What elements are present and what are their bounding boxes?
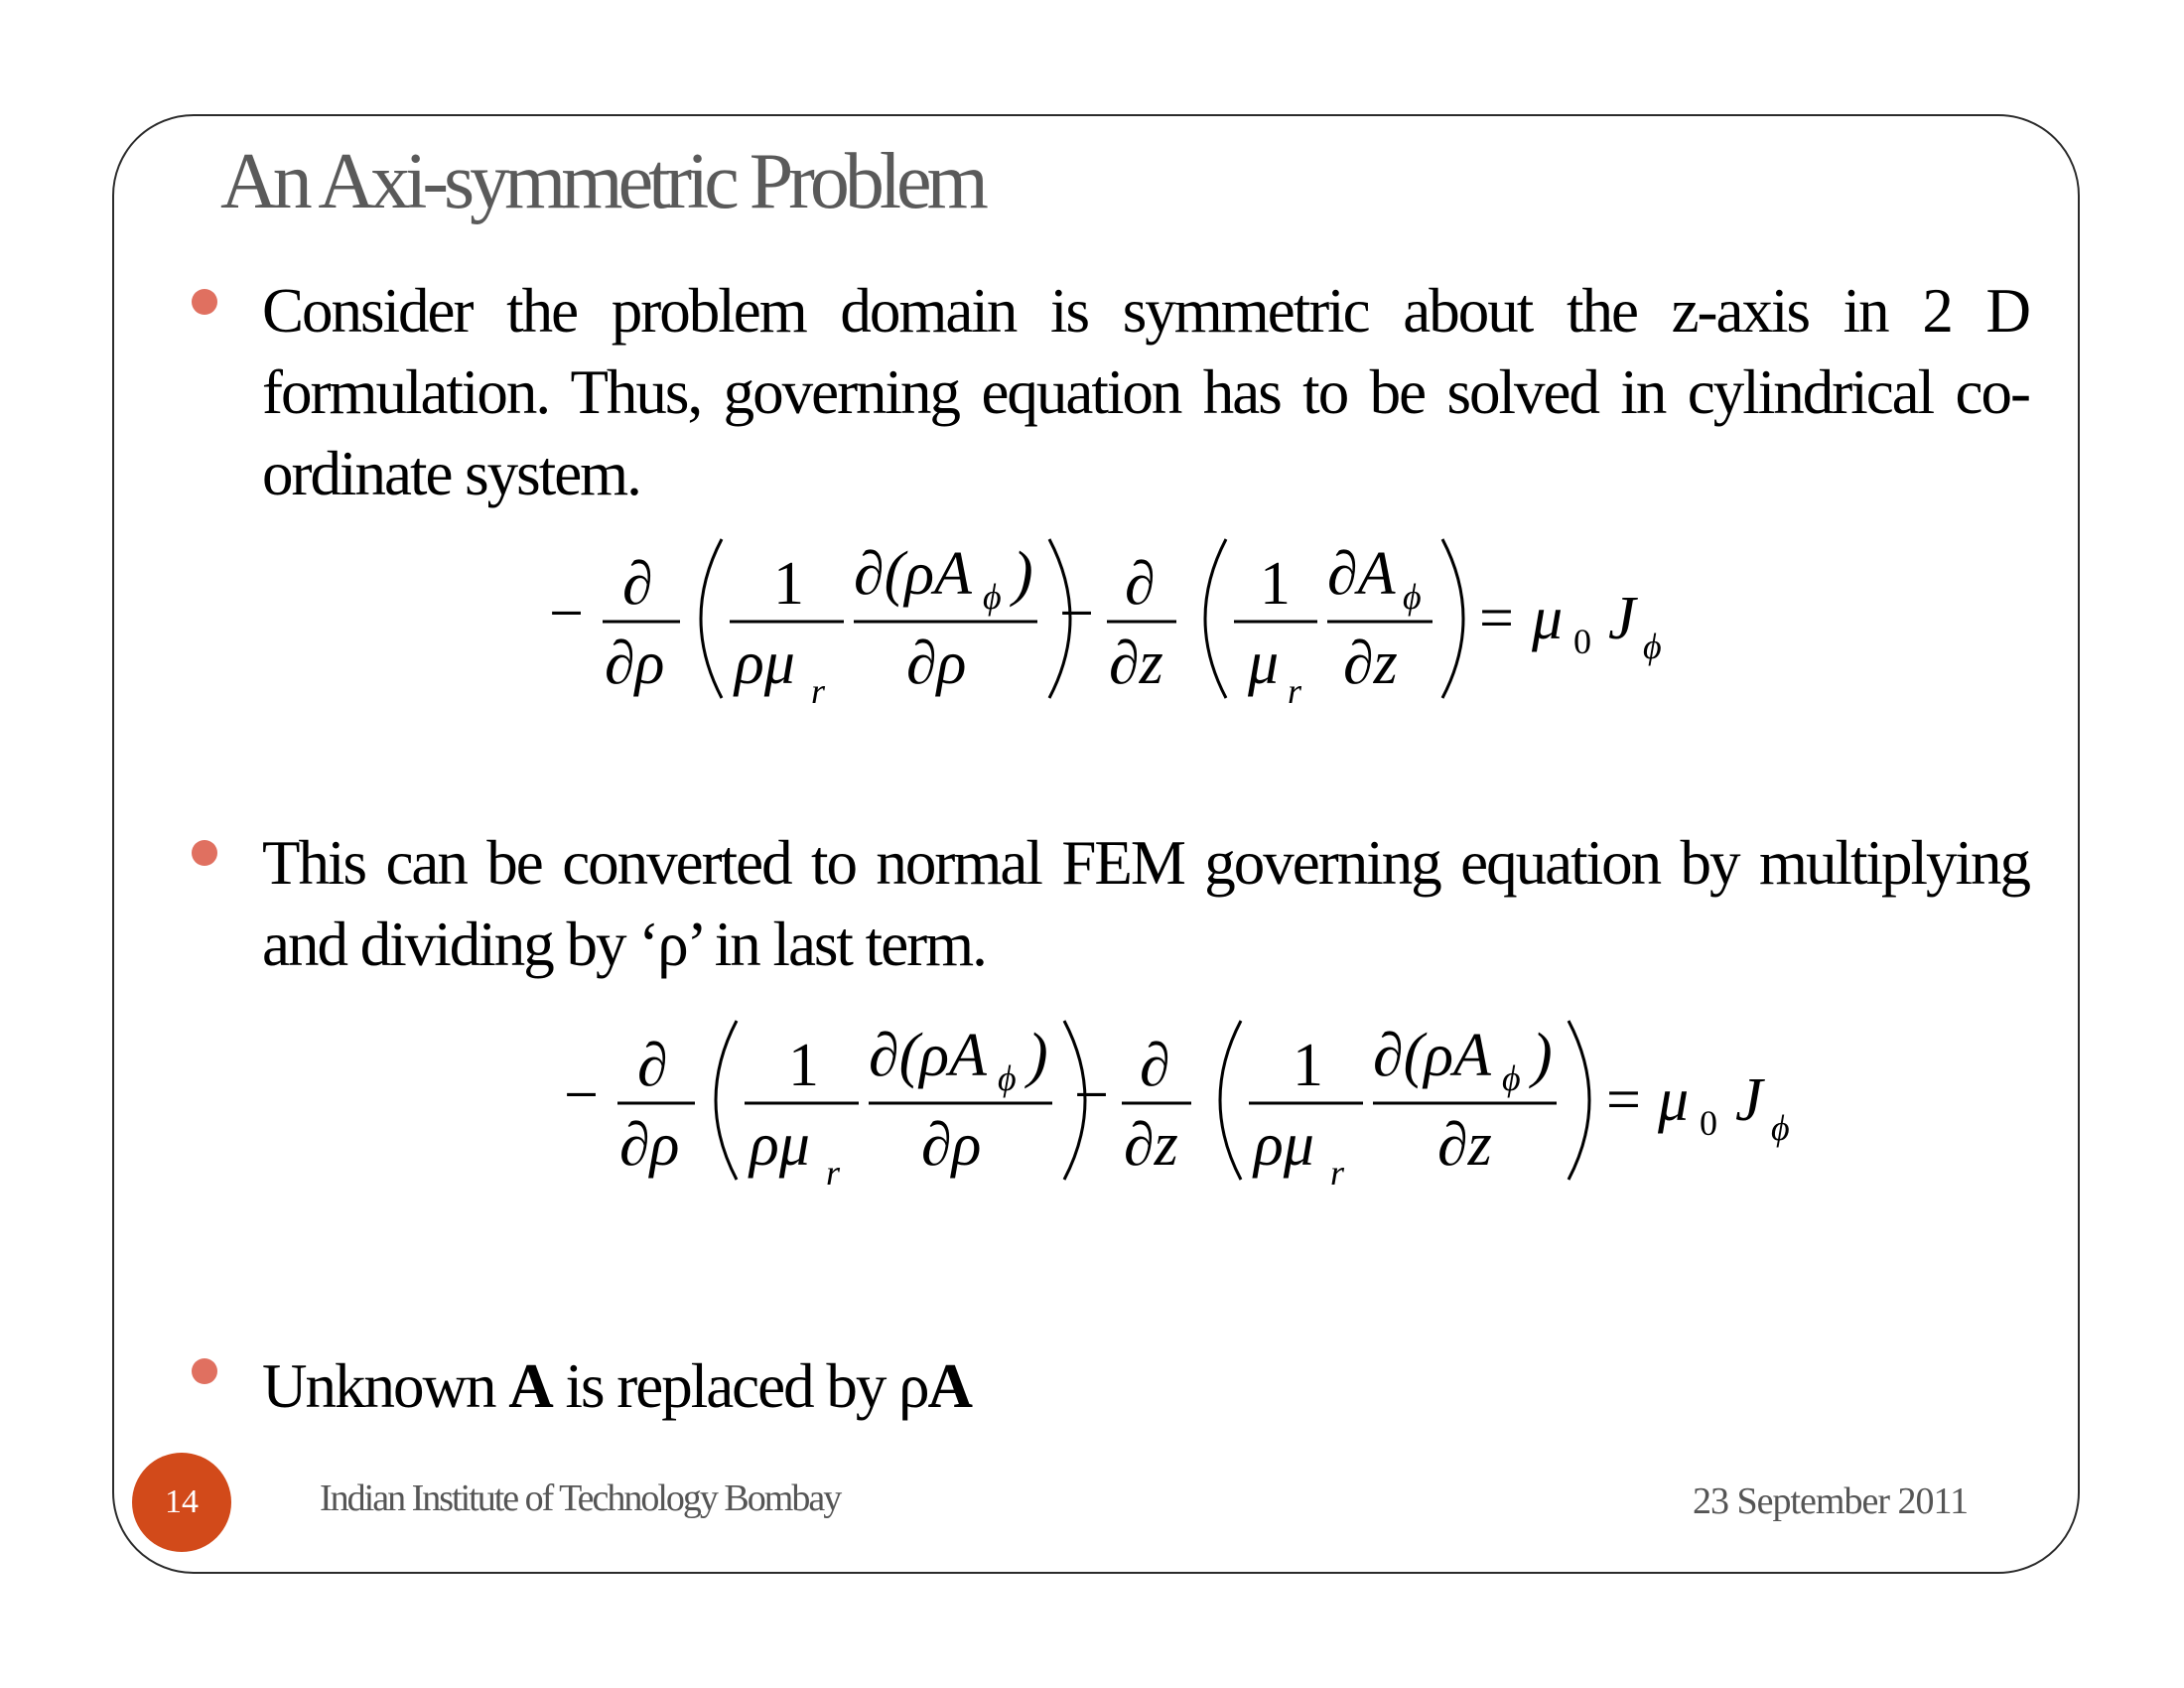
eq1-mu0: μ (1532, 585, 1564, 652)
eq2-paren-open-2 (1220, 1021, 1241, 1180)
eq2-d-rho-2: ∂ρ (921, 1111, 982, 1179)
eq1-sub-0: 0 (1573, 622, 1591, 661)
eq1-d-z-2: ∂z (1343, 630, 1398, 697)
eq1-partial-1: ∂ (622, 550, 653, 618)
eq2-equals: = (1606, 1066, 1641, 1134)
page-number-badge: 14 (132, 1453, 231, 1552)
eq2-one-2: 1 (1293, 1032, 1323, 1099)
eq1-d-rho-2: ∂ρ (906, 630, 967, 697)
eq1-sub-phi-1: ϕ (983, 577, 1002, 617)
eq2-sub-phi-3: ϕ (1771, 1108, 1790, 1148)
eq1-paren-close-2 (1442, 539, 1463, 698)
bullet-text-3 (262, 1345, 971, 1427)
equation-1 (541, 504, 1703, 733)
eq2-minus-2: − (1074, 1061, 1109, 1129)
eq2-partial-1: ∂ (637, 1032, 668, 1099)
bullet-3-bold-a-2: A (927, 1351, 972, 1421)
eq2-J: J (1735, 1066, 1763, 1134)
eq2-partial-2: ∂ (1140, 1032, 1170, 1099)
eq1-paren-open-2 (1205, 539, 1226, 698)
eq2-d-rhoA-close-2: ) (1532, 1022, 1553, 1089)
eq2-d-rhoA-1: ∂(ρA (869, 1022, 987, 1089)
eq1-d-rhoA-close-1: ) (1013, 540, 1033, 608)
eq2-paren-open-1 (716, 1021, 737, 1180)
eq2-paren-close-2 (1569, 1021, 1589, 1180)
eq2-sub-phi-2: ϕ (1502, 1058, 1521, 1098)
eq2-mu0: μ (1658, 1066, 1690, 1134)
eq2-d-z-1: ∂z (1124, 1111, 1178, 1179)
eq1-minus-2: − (1059, 580, 1094, 647)
eq1-sub-r-1: r (811, 671, 826, 711)
eq2-d-rhoA-close-1: ) (1027, 1022, 1048, 1089)
bullet-dot-1 (192, 289, 217, 315)
eq2-rho-mu-2: ρμ (1254, 1111, 1314, 1179)
eq2-one-1: 1 (788, 1032, 819, 1099)
eq1-rho-mu-1: ρμ (735, 630, 795, 697)
eq1-one-2: 1 (1260, 550, 1291, 618)
eq1-sub-phi-2: ϕ (1403, 577, 1422, 617)
eq1-J: J (1608, 585, 1636, 652)
eq1-d-rho-1: ∂ρ (605, 630, 665, 697)
eq2-sub-phi-1: ϕ (998, 1058, 1017, 1098)
eq2-d-rhoA-2: ∂(ρA (1373, 1022, 1491, 1089)
footer-institute: Indian Institute of Technology Bombay (320, 1477, 841, 1519)
bullet-text-1: Consider the problem domain is symmetric about the z-axis in 2 D formulation. Thus, governing equation has to be solved in cylindrical co-ordinate system. (262, 276, 2029, 508)
eq2-d-rho-1: ∂ρ (619, 1111, 680, 1179)
eq2-minus-1: − (564, 1061, 599, 1129)
eq2-sub-r-1: r (826, 1153, 841, 1193)
eq1-dA-1: ∂A (1327, 540, 1396, 608)
bullet-3-bold-a: A (508, 1351, 552, 1421)
eq2-sub-r-2: r (1330, 1153, 1345, 1193)
footer-date: 23 September 2011 (1693, 1480, 1969, 1522)
eq1-minus-1: − (549, 580, 584, 647)
equation-2 (556, 986, 1837, 1214)
eq1-partial-2: ∂ (1125, 550, 1156, 618)
eq1-equals: = (1479, 585, 1514, 652)
bullet-3-prefix: Unknown (262, 1351, 509, 1421)
eq1-one-1: 1 (773, 550, 804, 618)
eq2-d-z-2: ∂z (1437, 1111, 1492, 1179)
eq1-d-rhoA-1: ∂(ρA (854, 540, 972, 608)
eq1-sub-phi-3: ϕ (1643, 627, 1662, 666)
bullet-dot-2 (192, 840, 217, 866)
eq1-sub-r-2: r (1288, 671, 1302, 711)
eq1-d-z-1: ∂z (1109, 630, 1163, 697)
bullet-3-middle: is replaced by ρ (551, 1351, 928, 1421)
eq2-sub-0: 0 (1700, 1103, 1717, 1143)
bullet-dot-3 (192, 1358, 217, 1384)
eq2-rho-mu-1: ρμ (750, 1111, 810, 1179)
slide-title: An Axi-symmetric Problem (220, 138, 984, 225)
bullet-text-2: This can be converted to normal FEM governing equation by multiplying and dividing by ‘ρ’ in last term. (262, 828, 2029, 979)
eq1-mu-1: μ (1248, 630, 1280, 697)
eq1-paren-open-1 (701, 539, 722, 698)
